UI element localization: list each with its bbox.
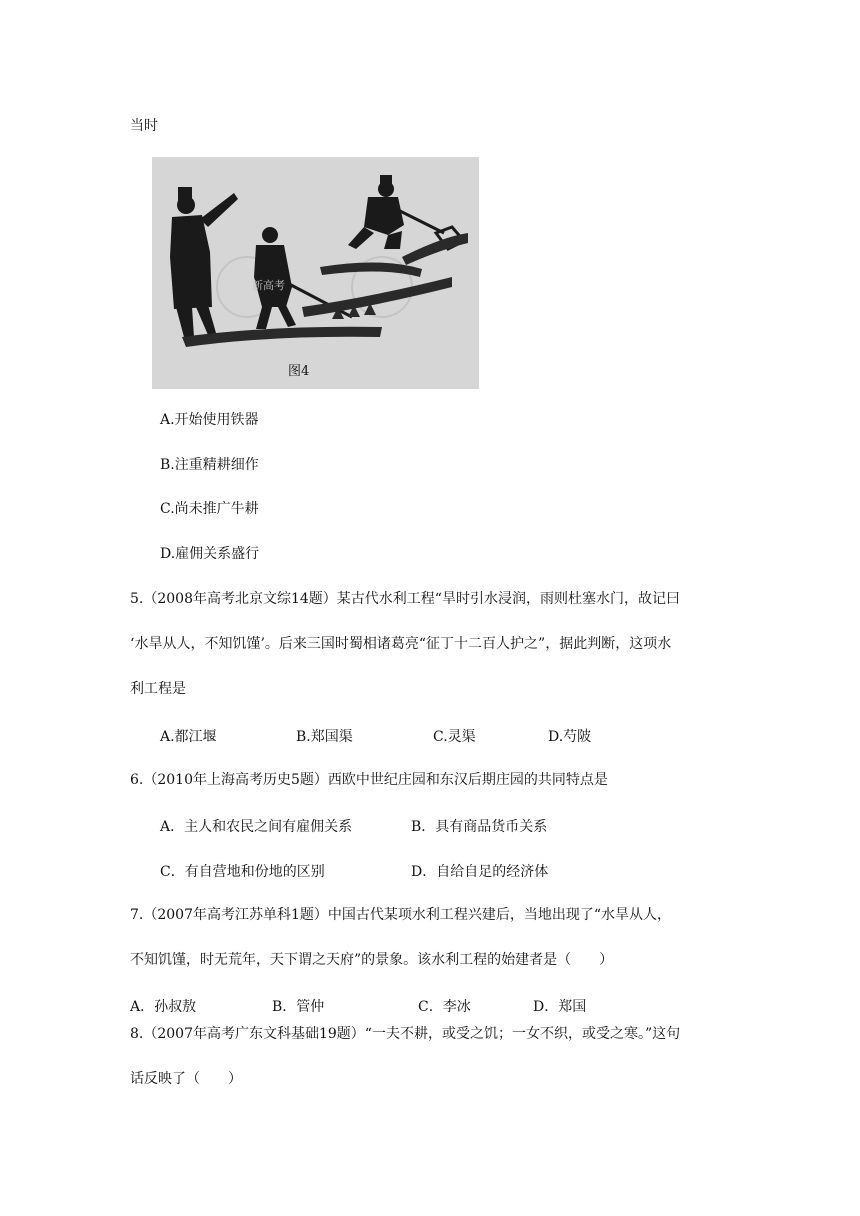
q7-option-b: B．管仲 xyxy=(272,999,325,1015)
q5-stem-line-3: 利工程是 xyxy=(130,681,186,697)
q4-option-c: C.尚未推广牛耕 xyxy=(160,501,259,517)
q4-option-b: B.注重精耕细作 xyxy=(160,457,259,473)
q7-option-a: A．孙叔敖 xyxy=(130,999,197,1015)
figure-watermark: 新高考 xyxy=(252,279,285,292)
q6-stem: 6.（2010年上海高考历史5题）西欧中世纪庄园和东汉后期庄园的共同特点是 xyxy=(130,772,608,788)
q4-option-a: A.开始使用铁器 xyxy=(160,412,259,428)
q7-option-c: C．李冰 xyxy=(418,999,471,1015)
q6-option-d: D．自给自足的经济体 xyxy=(411,864,549,880)
figure-caption: 图4 xyxy=(288,364,310,379)
q5-option-d: D.芍陂 xyxy=(548,729,592,745)
q6-option-a: A．主人和农民之间有雇佣关系 xyxy=(160,819,353,835)
q6-option-b: B．具有商品货币关系 xyxy=(411,819,548,835)
intro-text: 当时 xyxy=(130,118,158,134)
q5-stem-line-1: 5.（2008年高考北京文综14题）某古代水利工程“旱时引水浸润，雨则杜塞水门，故记曰 xyxy=(130,591,680,607)
q4-option-d: D.雇佣关系盛行 xyxy=(160,546,260,562)
q8-stem-line-2: 话反映了（ ） xyxy=(130,1071,242,1087)
q7-stem-line-2: 不知饥馑，时无荒年，天下谓之天府”的景象。该水利工程的始建者是（ ） xyxy=(130,952,614,968)
q5-option-a: A.都江堰 xyxy=(160,729,217,745)
q8-stem-line-1: 8.（2007年高考广东文科基础19题）“一夫不耕，或受之饥；一女不织，或受之寒。”这句 xyxy=(130,1026,681,1042)
farming-mural-image xyxy=(152,157,479,389)
q5-stem-line-2: ‘水旱从人，不知饥馑’。后来三国时蜀相诸葛亮“征丁十二百人护之”，据此判断，这项水 xyxy=(130,636,672,652)
q5-option-c: C.灵渠 xyxy=(433,729,476,745)
q6-option-c: C．有自营地和份地的区别 xyxy=(160,864,325,880)
q7-option-d: D．郑国 xyxy=(533,999,587,1015)
q5-option-b: B.郑国渠 xyxy=(296,729,353,745)
q7-stem-line-1: 7.（2007年高考江苏单科1题）中国古代某项水利工程兴建后，当地出现了“水旱从人， xyxy=(130,907,672,923)
